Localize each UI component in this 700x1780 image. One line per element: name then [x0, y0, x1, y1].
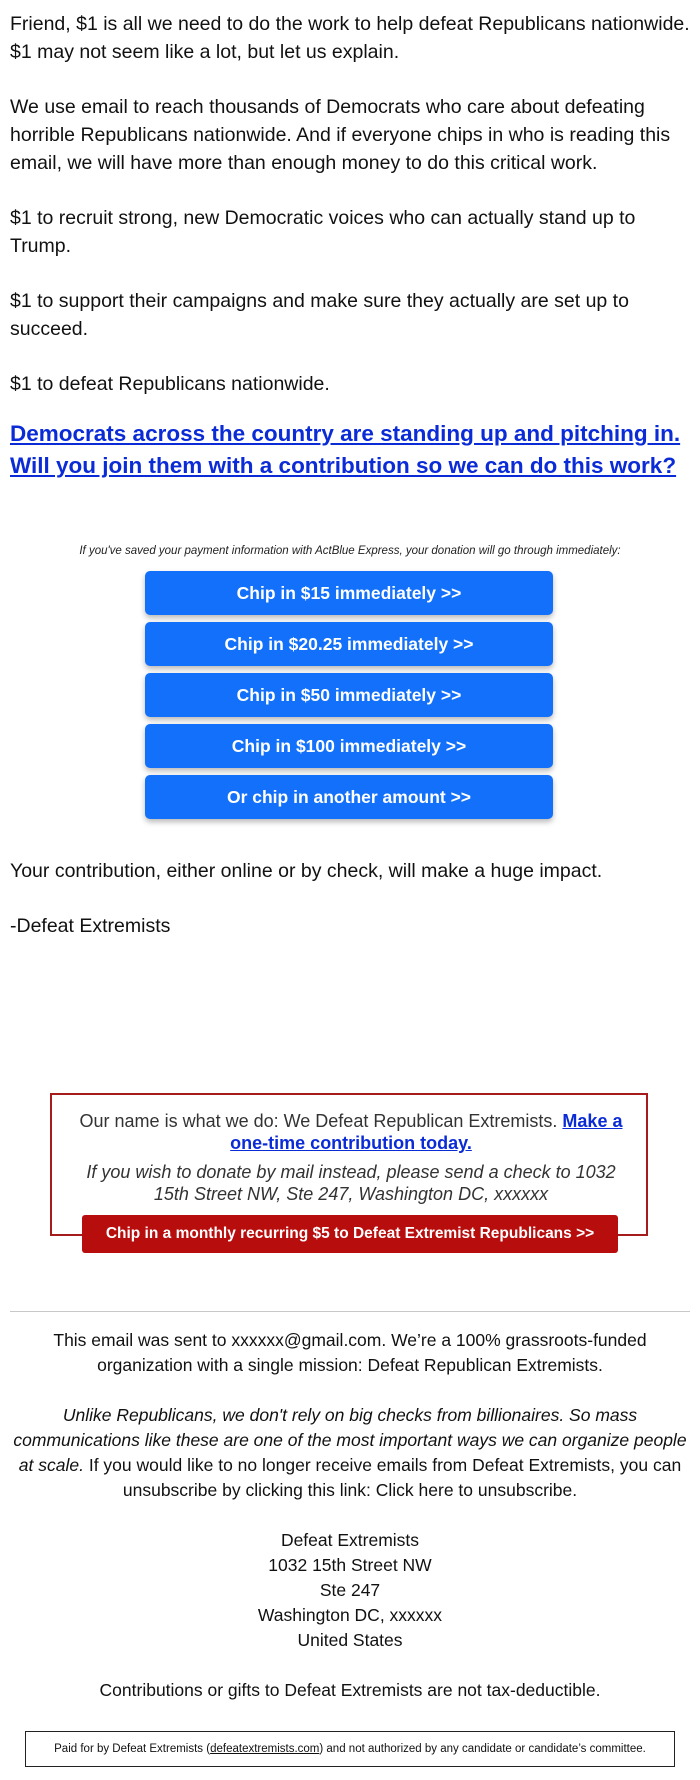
signature: -Defeat Extremists	[10, 915, 171, 937]
donate-15-button[interactable]: Chip in $15 immediately >>	[145, 571, 553, 615]
headline	[10, 418, 690, 482]
donate-20-25-button[interactable]: Chip in $20.25 immediately >>	[145, 622, 553, 666]
monthly-recurring-button[interactable]: Chip in a monthly recurring $5 to Defeat Extremist Republicans >>	[82, 1215, 618, 1253]
mailing-address	[0, 1528, 700, 1653]
callout-lead-text: Our name is what we do: We Defeat Republican Extremists.	[79, 1111, 558, 1131]
unsubscribe-notice	[10, 1403, 690, 1503]
website-link[interactable]: defeatextremists.com	[210, 1743, 320, 1755]
address-line: Defeat Extremists	[280, 1530, 420, 1550]
address-line: 1032 15th Street NW	[268, 1555, 432, 1575]
unlike-republicans-text: Unlike Republicans, we don't rely on big checks from billionaires. So mass communications like these are one of the most important ways we can organize people at scale.	[13, 1405, 687, 1475]
one-time-contribution-link[interactable]: Make a one-time contribution today.	[230, 1111, 623, 1153]
actblue-express-note: If you've saved your payment information with ActBlue Express, your donation will go through immediately:	[79, 545, 621, 557]
donate-50-button[interactable]: Chip in $50 immediately >>	[145, 673, 553, 717]
paid-prefix: Paid for by Defeat Extremists (	[54, 1743, 211, 1755]
donate-100-button[interactable]: Chip in $100 immediately >>	[145, 724, 553, 768]
address-line: United States	[297, 1630, 403, 1650]
address-line: Ste 247	[319, 1580, 381, 1600]
intro-paragraph-5: $1 to defeat Republicans nationwide.	[10, 373, 330, 395]
intro-paragraph-2: We use email to reach thousands of Democrats who care about defeating horrible Republicans nationwide. And if everyone chips in who is reading this email, we will have more than enough money to do this critical work.	[10, 96, 671, 174]
headline-donate-link[interactable]: Democrats across the country are standing up and pitching in. Will you join them with a contribution so we can do this work?	[10, 421, 681, 478]
sent-to-notice: This email was sent to xxxxxx@gmail.com. We’re a 100% grassroots-funded organization with a single mission: Defeat Republican Extremists.	[53, 1330, 647, 1375]
tax-notice: Contributions or gifts to Defeat Extremists are not tax-deductible.	[99, 1680, 601, 1700]
paid-suffix: ) and not authorized by any candidate or candidate’s committee.	[319, 1743, 646, 1755]
address-line: Washington DC, xxxxxx	[257, 1605, 443, 1625]
donate-other-amount-button[interactable]: Or chip in another amount >>	[145, 775, 553, 819]
mail-instructions: If you wish to donate by mail instead, please send a check to 1032 15th Street NW, Ste 247, Washington DC, xxxxxx	[86, 1162, 616, 1204]
intro-paragraph-3: $1 to recruit strong, new Democratic voices who can actually stand up to Trump.	[10, 207, 636, 257]
callout-lead	[74, 1110, 628, 1154]
intro-paragraph-1: Friend, $1 is all we need to do the work to help defeat Republicans nationwide. $1 may not seem like a lot, but let us explain.	[10, 13, 690, 63]
paid-for-disclaimer	[25, 1731, 675, 1767]
impact-text: Your contribution, either online or by check, will make a huge impact.	[10, 860, 603, 882]
intro-paragraph-4: $1 to support their campaigns and make sure they actually are set up to succeed.	[10, 290, 629, 340]
donation-callout-box	[50, 1093, 648, 1242]
footer-divider	[10, 1311, 690, 1312]
unsubscribe-text[interactable]: If you would like to no longer receive emails from Defeat Extremists, you can unsubscribe by clicking this link: Click here to unsubscribe.	[83, 1455, 682, 1500]
